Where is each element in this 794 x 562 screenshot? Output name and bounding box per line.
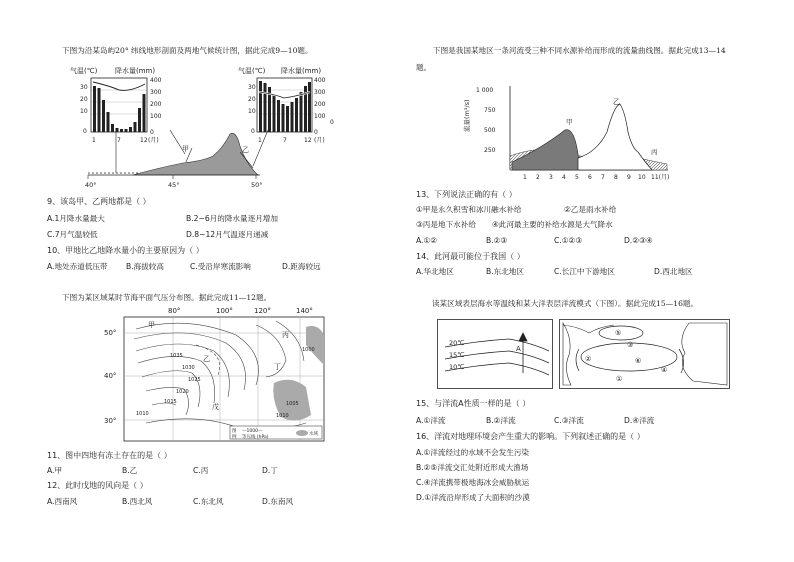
q13-option-c[interactable]: C.①②③ bbox=[554, 236, 583, 245]
svg-text:7: 7 bbox=[283, 137, 287, 144]
label-yi: 乙 bbox=[242, 146, 249, 154]
svg-text:③: ③ bbox=[627, 341, 634, 349]
intro-q9-10: 下图为沿某岛屿20° 纬线地形剖面及两地气候统计图，据此完成9—10题。 bbox=[62, 46, 313, 55]
flow-ylabel: 流量(m³/s) bbox=[463, 99, 471, 132]
svg-text:4: 4 bbox=[562, 174, 566, 181]
intro-q13-14-cont: 题。 bbox=[416, 63, 432, 72]
label-jia: 甲 bbox=[182, 145, 189, 153]
svg-text:300: 300 bbox=[314, 89, 326, 96]
svg-text:气温(℃): 气温(℃) bbox=[238, 67, 266, 75]
q13-option-d[interactable]: D.②③④ bbox=[624, 236, 653, 245]
svg-text:40°: 40° bbox=[85, 181, 97, 189]
svg-text:12: 12 bbox=[140, 137, 148, 144]
svg-text:9: 9 bbox=[627, 174, 631, 181]
q13-statement-4: ④此河最主要的补给水源是大气降水 bbox=[492, 220, 613, 229]
svg-text:50°: 50° bbox=[104, 329, 117, 337]
svg-text:1015: 1015 bbox=[164, 399, 177, 405]
svg-text:A: A bbox=[516, 345, 521, 353]
svg-text:30: 30 bbox=[80, 84, 88, 91]
pressure-map bbox=[106, 305, 336, 447]
svg-text:45°: 45° bbox=[168, 181, 180, 189]
svg-text:20: 20 bbox=[80, 96, 88, 103]
svg-text:100°: 100° bbox=[216, 307, 233, 315]
q9-option-b[interactable]: B.2~6月的降水量逐月增加 bbox=[186, 214, 278, 223]
q16-option-b[interactable]: B.②⑤洋流交汇处附近形成大渔场 bbox=[416, 463, 529, 472]
q15-option-c[interactable]: C.③洋流 bbox=[554, 416, 584, 425]
q15-option-d[interactable]: D.④洋流 bbox=[624, 416, 655, 425]
svg-text:10: 10 bbox=[638, 174, 646, 181]
isotherm-map bbox=[437, 319, 553, 389]
svg-text:400: 400 bbox=[150, 77, 162, 84]
svg-text:3: 3 bbox=[549, 174, 553, 181]
river-flow-chart bbox=[462, 82, 684, 190]
svg-text:—1000—: —1000— bbox=[242, 429, 263, 434]
svg-text:丁: 丁 bbox=[274, 363, 281, 371]
svg-text:0: 0 bbox=[83, 128, 87, 135]
flow-label-bing: 丙 bbox=[651, 148, 658, 156]
flow-label-yi: 乙 bbox=[613, 98, 620, 106]
svg-text:0: 0 bbox=[150, 129, 154, 136]
intro-q13-14: 下图是我国某地区一条河流受三种不同水源补给而形成的流量曲线图。据此完成13—14 bbox=[433, 46, 726, 55]
svg-text:②: ② bbox=[585, 355, 592, 363]
svg-text:甲: 甲 bbox=[148, 321, 155, 329]
svg-text:250: 250 bbox=[484, 147, 496, 154]
svg-text:1020: 1020 bbox=[176, 389, 189, 395]
svg-text:①: ① bbox=[616, 375, 623, 383]
svg-text:140°: 140° bbox=[296, 307, 313, 315]
q12-option-a[interactable]: A.西南风 bbox=[47, 497, 78, 506]
q16-option-c[interactable]: C.④洋流携带极地海冰会威胁航运 bbox=[416, 478, 530, 487]
svg-text:20℃: 20℃ bbox=[449, 339, 465, 347]
q9-option-d[interactable]: D.8~12月气温逐月递减 bbox=[186, 230, 269, 239]
q10-option-a[interactable]: A.地处赤道低压带 bbox=[47, 262, 108, 271]
svg-text:1010: 1010 bbox=[136, 411, 149, 417]
svg-text:15℃: 15℃ bbox=[449, 351, 465, 359]
svg-text:20: 20 bbox=[248, 96, 256, 103]
svg-text:80°: 80° bbox=[168, 307, 181, 315]
q13-statement-1: ①甲是永久积雪和冰川融水补给 bbox=[416, 205, 522, 214]
q15-option-b[interactable]: B.②洋流 bbox=[486, 416, 516, 425]
svg-text:1: 1 bbox=[92, 137, 96, 144]
svg-text:7: 7 bbox=[601, 174, 605, 181]
svg-text:(月): (月) bbox=[148, 137, 159, 144]
intro-q11-12: 下图为某区域某时节海平面气压分布图。据此完成11—12题。 bbox=[62, 293, 272, 302]
q11-option-d[interactable]: D.丁 bbox=[262, 466, 278, 475]
q10-option-d[interactable]: D.距海较远 bbox=[282, 262, 321, 271]
svg-text:1: 1 bbox=[258, 137, 262, 144]
svg-text:11(月): 11(月) bbox=[651, 174, 670, 181]
q14-option-b[interactable]: B.东北地区 bbox=[486, 267, 524, 276]
svg-text:12: 12 bbox=[304, 137, 312, 144]
svg-text:⑥: ⑥ bbox=[635, 357, 642, 365]
svg-text:等压线 (hPa): 等压线 (hPa) bbox=[242, 435, 269, 440]
svg-text:1: 1 bbox=[523, 174, 527, 181]
q13-statement-2: ②乙是雨水补给 bbox=[564, 205, 617, 214]
svg-text:1035: 1035 bbox=[170, 353, 183, 359]
question-10: 10、甲地比乙地降水量小的主要原因为（ ） bbox=[47, 246, 204, 255]
flow-label-jia: 甲 bbox=[566, 118, 573, 126]
svg-text:5: 5 bbox=[575, 174, 579, 181]
question-15: 15、与洋流A性质一样的是（ ） bbox=[416, 399, 531, 408]
svg-text:200: 200 bbox=[314, 101, 326, 108]
svg-text:0: 0 bbox=[330, 119, 334, 126]
terrain-profile bbox=[85, 128, 278, 190]
svg-text:8: 8 bbox=[614, 174, 618, 181]
question-9: 9、该岛甲、乙两地都是（ ） bbox=[47, 197, 151, 206]
intro-q15-16: 读某区域表层海水等温线和某大洋表层洋流模式（下图）。据此完成15—16题。 bbox=[432, 299, 699, 308]
svg-text:7: 7 bbox=[117, 137, 121, 144]
svg-text:降水量(mm): 降水量(mm) bbox=[281, 67, 322, 75]
svg-text:50°: 50° bbox=[251, 181, 263, 189]
svg-text:400: 400 bbox=[314, 77, 326, 84]
svg-text:30: 30 bbox=[248, 84, 256, 91]
q14-option-c[interactable]: C.长江中下游地区 bbox=[554, 267, 615, 276]
svg-text:10: 10 bbox=[248, 108, 256, 115]
svg-text:10℃: 10℃ bbox=[449, 363, 465, 371]
svg-text:300: 300 bbox=[150, 89, 162, 96]
question-12: 12、此时戊地的风向是（ ） bbox=[47, 481, 148, 490]
svg-text:⑤: ⑤ bbox=[615, 329, 622, 337]
q13-option-b[interactable]: B.②③ bbox=[486, 236, 508, 245]
svg-text:④: ④ bbox=[661, 366, 668, 374]
svg-text:0: 0 bbox=[314, 129, 318, 136]
question-11: 11、图中四地有冻土存在的是（ ） bbox=[47, 451, 172, 460]
svg-text:6: 6 bbox=[588, 174, 592, 181]
question-16: 16、洋流对地理环境会产生重大的影响。下列叙述正确的是（ ） bbox=[416, 432, 645, 441]
q14-option-a[interactable]: A.华北地区 bbox=[416, 267, 454, 276]
svg-text:0: 0 bbox=[251, 128, 255, 135]
svg-text:1 000: 1 000 bbox=[476, 87, 494, 94]
svg-text:1010: 1010 bbox=[276, 413, 289, 419]
svg-text:30°: 30° bbox=[104, 417, 117, 425]
q12-option-d[interactable]: D.东南风 bbox=[262, 497, 294, 506]
svg-text:100: 100 bbox=[314, 113, 326, 120]
q10-option-c[interactable]: C.受沿岸寒流影响 bbox=[190, 262, 251, 271]
svg-text:1005: 1005 bbox=[286, 401, 299, 407]
svg-text:图: 图 bbox=[232, 429, 237, 434]
svg-text:例: 例 bbox=[232, 435, 237, 440]
svg-text:1030: 1030 bbox=[182, 365, 195, 371]
svg-text:(月): (月) bbox=[314, 137, 325, 144]
q16-option-a[interactable]: A.①洋流经过的水域不会发生污染 bbox=[416, 448, 529, 457]
q13-statement-3: ③丙是地下水补给 bbox=[416, 220, 476, 229]
ocean-current-map bbox=[559, 319, 730, 389]
svg-text:1000: 1000 bbox=[302, 347, 315, 353]
q11-option-c[interactable]: C.丙 bbox=[193, 466, 209, 475]
q10-option-b[interactable]: B.海拔较高 bbox=[126, 262, 164, 271]
svg-text:1025: 1025 bbox=[188, 377, 201, 383]
svg-text:500: 500 bbox=[484, 127, 496, 134]
question-13: 13、下列说法正确的有（ ） bbox=[416, 190, 517, 199]
svg-text:40°: 40° bbox=[104, 372, 117, 380]
svg-text:200: 200 bbox=[150, 101, 162, 108]
q11-option-b[interactable]: B.乙 bbox=[122, 466, 138, 475]
q14-option-d[interactable]: D.西北地区 bbox=[654, 267, 693, 276]
svg-text:丙: 丙 bbox=[282, 331, 289, 339]
svg-text:750: 750 bbox=[484, 107, 496, 114]
q9-option-c[interactable]: C.7月气温较低 bbox=[47, 230, 98, 239]
q11-option-a[interactable]: A.甲 bbox=[47, 466, 63, 475]
q13-option-a[interactable]: A.①② bbox=[416, 236, 438, 245]
svg-text:120°: 120° bbox=[254, 307, 271, 315]
question-14: 14、此河最可能位于我国（ ） bbox=[416, 252, 525, 261]
svg-text:100: 100 bbox=[150, 113, 162, 120]
svg-text:2: 2 bbox=[536, 174, 540, 181]
q9-option-a[interactable]: A.1月降水量最大 bbox=[47, 214, 105, 223]
precip-axis-label: 降水量(mm) bbox=[115, 67, 156, 75]
q12-option-c[interactable]: C.东北风 bbox=[193, 497, 224, 506]
svg-text:水域: 水域 bbox=[309, 432, 318, 437]
svg-text:乙: 乙 bbox=[203, 355, 210, 363]
svg-text:10: 10 bbox=[80, 108, 88, 115]
q12-option-b[interactable]: B.西北风 bbox=[122, 497, 153, 506]
q15-option-a[interactable]: A.①洋流 bbox=[416, 416, 446, 425]
temp-axis-label: 气温(℃) bbox=[70, 67, 98, 75]
svg-text:戊: 戊 bbox=[212, 403, 219, 411]
q16-option-d[interactable]: D.①洋流沿岸形成了大面积的沙漠 bbox=[416, 493, 530, 502]
